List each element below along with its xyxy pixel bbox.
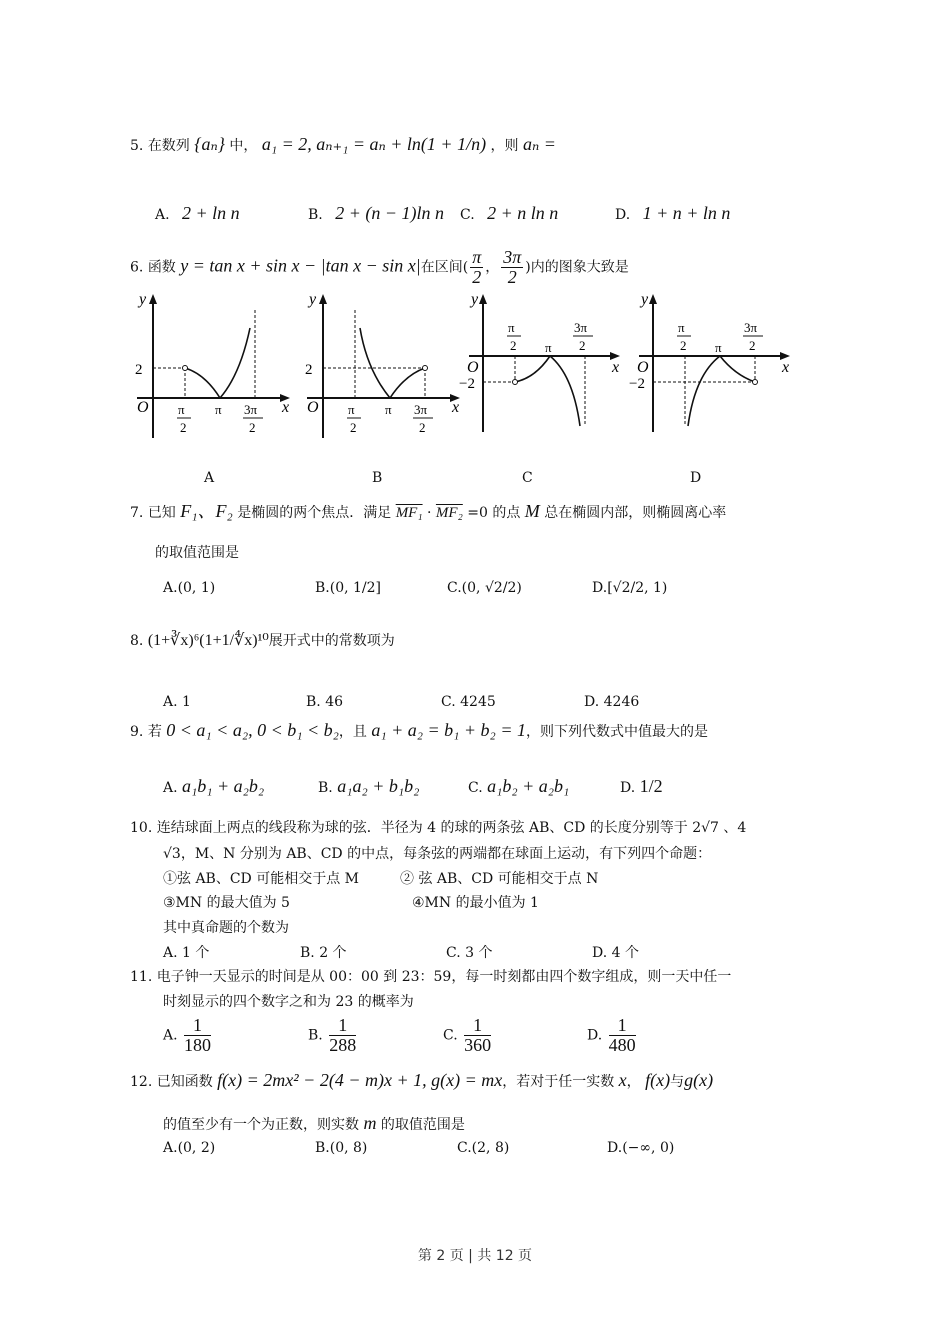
option-text: 46: [325, 694, 344, 710]
q7-mid3: 总在椭圆内部，则椭圆离心率: [544, 505, 727, 521]
q12-fx: f(x): [645, 1070, 671, 1090]
q5-option-b[interactable]: [308, 203, 444, 224]
axis-x-label: x: [782, 359, 790, 376]
q7-mid1: 是椭圆的两个焦点．满足: [237, 505, 392, 521]
option-text: (0, 2): [177, 1140, 216, 1156]
q7-prefix: 已知: [147, 505, 176, 521]
q8-option-c[interactable]: [441, 694, 496, 710]
q5-option-a[interactable]: [155, 203, 240, 224]
axis-x-label: x: [282, 399, 290, 416]
option-label: C.: [446, 945, 461, 961]
option-text: 2 个: [319, 945, 347, 961]
option-text: 4 个: [611, 945, 639, 961]
q12-line2-suffix: 的取值范围是: [380, 1117, 465, 1133]
q8-option-d[interactable]: [584, 694, 639, 710]
q7-point: M: [524, 501, 540, 521]
q8-option-b[interactable]: [306, 694, 343, 710]
q12-line1: [130, 1070, 713, 1091]
option-label: B.: [300, 945, 315, 961]
q9-prefix: 若: [147, 724, 162, 740]
q11-option-d[interactable]: [587, 1016, 638, 1055]
option-text: a₁a₂ + b₁b₂: [337, 776, 420, 796]
q7-mid2: =0 的点: [467, 505, 521, 521]
q9-suffix: ，则下列代数式中值最大的是: [525, 724, 708, 740]
option-label: B.: [318, 780, 333, 796]
q10-option-c[interactable]: [446, 942, 492, 962]
y-tick-label: 2: [305, 362, 313, 378]
option-text: (−∞, 0): [622, 1140, 675, 1156]
q7-number: 7.: [130, 505, 144, 521]
q6-interval-a: $\frac{\pi}{2}$: [472, 247, 482, 287]
q5-prefix: 在数列: [147, 138, 190, 154]
option-text: 2 + n ln n: [487, 203, 559, 223]
q5-option-d[interactable]: [615, 203, 730, 224]
y-tick-label: −2: [459, 376, 475, 392]
q7-dot: ·: [427, 505, 432, 521]
axis-y-label: y: [309, 291, 317, 308]
svg-text:2: 2: [419, 420, 426, 435]
q12-gx: g(x): [684, 1070, 714, 1090]
option-text: a₁b₂ + a₂b₁: [487, 776, 570, 796]
axis-y-label: y: [139, 291, 147, 308]
svg-text:2: 2: [680, 338, 687, 353]
q9-option-d[interactable]: [620, 776, 663, 797]
option-text: (0, 1/2]: [329, 580, 382, 596]
option-text: 4245: [460, 694, 496, 710]
option-label: A.: [163, 1027, 178, 1044]
svg-text:2: 2: [249, 420, 256, 435]
option-label: A.: [163, 945, 178, 961]
graph-a-label[interactable]: A: [204, 470, 215, 486]
svg-text:π: π: [215, 402, 222, 417]
option-label: B.: [308, 1027, 323, 1044]
svg-text:π: π: [545, 340, 552, 355]
q8-stem: [130, 630, 395, 650]
q9-condition-1: 0 < a₁ < a₂, 0 < b₁ < b₂: [166, 720, 339, 740]
q9-stem: [130, 720, 708, 741]
q6-prefix: 函数: [147, 259, 176, 276]
q11-line2: 时刻显示的四个数字之和为 23 的概率为: [163, 994, 414, 1010]
graph-b-label[interactable]: B: [372, 470, 383, 486]
q5-stem: [130, 134, 556, 155]
origin-label: O: [307, 399, 319, 416]
q5-sequence: {aₙ}: [194, 134, 225, 154]
q11-option-b[interactable]: [308, 1016, 358, 1055]
q8-number: 8.: [130, 633, 144, 649]
q10-prop-3: ③MN 的最大值为 5: [163, 895, 290, 911]
q9-condition-2: a₁ + a₂ = b₁ + b₂ = 1: [371, 720, 526, 740]
q5-option-c[interactable]: [460, 203, 558, 224]
q10-option-b[interactable]: [300, 942, 347, 962]
q7-option-c[interactable]: [447, 580, 522, 596]
svg-text:π: π: [508, 320, 515, 335]
option-text: 1 + n + ln n: [642, 203, 731, 223]
option-fraction: $\frac{1}{480}$: [608, 1015, 636, 1055]
q12-prefix: 已知函数: [156, 1074, 213, 1090]
q12-mid: ，若对于任一实数: [502, 1074, 615, 1090]
q11-option-c[interactable]: [443, 1016, 493, 1055]
graph-d-label[interactable]: D: [690, 470, 702, 486]
q9-option-b[interactable]: [318, 776, 419, 797]
q12-var-m: m: [363, 1113, 377, 1133]
option-text: 1 个: [182, 945, 210, 961]
q9-option-a[interactable]: [163, 776, 264, 797]
svg-text:2: 2: [579, 338, 586, 353]
q10-option-a[interactable]: [163, 942, 209, 962]
svg-text:3π: 3π: [244, 402, 258, 417]
q12-number: 12.: [130, 1074, 153, 1090]
q5-number: 5.: [130, 138, 144, 154]
svg-text:π: π: [678, 320, 685, 335]
option-text: a₁b₁ + a₂b₂: [182, 776, 265, 796]
option-label: D.: [587, 1027, 603, 1044]
option-text: (0, √2/2): [461, 580, 522, 596]
option-label: C.: [441, 694, 456, 710]
q12-comma: ，: [626, 1074, 641, 1090]
q6-interval-b: $\frac{3\pi}{2}$: [503, 247, 522, 287]
q11-text-1: 电子钟一天显示的时间是从 00：00 到 23：59，每一时刻都由四个数字组成，则一天中任一: [156, 969, 732, 985]
option-text: 2 + (n − 1)ln n: [335, 203, 444, 223]
option-label: C.: [457, 1140, 472, 1156]
option-label: A.: [163, 580, 178, 596]
q12-option-b[interactable]: [315, 1140, 367, 1156]
q12-line2-prefix: 的值至少有一个为正数，则实数: [163, 1117, 359, 1133]
axis-x-label: x: [452, 399, 460, 416]
option-label: A.: [163, 780, 178, 796]
graph-a: [125, 290, 295, 440]
option-label: A.: [155, 207, 170, 223]
q5-suffix: ，则: [490, 138, 519, 154]
q8-formula: (1+∛x)⁶(1+1/∜x)¹⁰: [147, 632, 269, 649]
svg-text:3π: 3π: [414, 402, 428, 417]
svg-text:3π: 3π: [744, 320, 758, 335]
q6-stem: 6. 函数 y = tan x + sin x − |tan x − sin x|在区间( $\frac{\pi}{2}$ ， $\frac{3\pi}{2}$ )内的图象大致是: [130, 247, 629, 287]
q11-line1: [130, 966, 731, 986]
axis-x-label: x: [612, 359, 620, 376]
svg-text:π: π: [178, 402, 185, 417]
q10-prop-2: ② 弦 AB、CD 可能相交于点 N: [400, 871, 599, 887]
q9-option-c[interactable]: [468, 776, 569, 797]
option-text: (2, 8): [471, 1140, 510, 1156]
q7-line2: 的取值范围是: [155, 545, 239, 561]
q12-option-d[interactable]: [607, 1140, 674, 1156]
origin-label: O: [637, 359, 649, 376]
option-label: D.: [592, 945, 608, 961]
q5-mid: 中，: [229, 138, 258, 154]
option-label: B.: [315, 1140, 330, 1156]
option-text: [√2/2, 1): [607, 580, 668, 596]
q12-option-a[interactable]: [163, 1140, 215, 1156]
svg-text:2: 2: [180, 420, 187, 435]
q10-question: 其中真命题的个数为: [163, 920, 289, 936]
svg-text:3π: 3π: [574, 320, 588, 335]
option-text: 1/2: [639, 776, 663, 796]
q5-formula: a₁ = 2, aₙ₊₁ = aₙ + ln(1 + 1/n): [261, 134, 487, 154]
q12-option-c[interactable]: [457, 1140, 509, 1156]
svg-text:2: 2: [510, 338, 517, 353]
q10-prop-4: ④MN 的最小值为 1: [412, 895, 539, 911]
q10-number: 10.: [130, 820, 153, 836]
svg-text:π: π: [715, 340, 722, 355]
q6-number: 6.: [130, 259, 144, 276]
q12-var-x: x: [618, 1070, 627, 1090]
svg-text:2: 2: [350, 420, 357, 435]
q9-number: 9.: [130, 724, 144, 740]
option-text: 4246: [603, 694, 640, 710]
y-tick-label: 2: [135, 362, 143, 378]
q10-line1: [130, 817, 746, 837]
option-label: A.: [163, 694, 178, 710]
q7-stem: [130, 497, 726, 523]
option-text: (0, 1): [177, 580, 216, 596]
option-fraction: $\frac{1}{180}$: [184, 1015, 212, 1055]
q8-suffix: 展开式中的常数项为: [268, 633, 395, 649]
q7-vector-mf1: MF₁: [395, 505, 423, 521]
q6-formula: y = tan x + sin x − |tan x − sin x|: [180, 255, 421, 276]
q11-option-a[interactable]: [163, 1016, 213, 1055]
q10-text-1: 连结球面上两点的线段称为球的弦．半径为 4 的球的两条弦 AB、CD 的长度分别等于 2√7 、4: [156, 820, 747, 836]
origin-label: O: [467, 359, 479, 376]
q11-number: 11.: [130, 969, 153, 985]
option-label: C.: [447, 580, 462, 596]
svg-text:2: 2: [749, 338, 756, 353]
q7-option-d[interactable]: [592, 580, 667, 596]
q7-vector-mf2: MF₂: [435, 505, 463, 521]
option-label: D.: [592, 580, 608, 596]
option-label: D.: [584, 694, 600, 710]
y-tick-label: −2: [629, 376, 645, 392]
q9-mid: ，且: [338, 724, 367, 740]
graph-d: [625, 290, 795, 440]
graph-b: [295, 290, 465, 440]
q12-line2: [163, 1113, 465, 1134]
option-label: A.: [163, 1140, 178, 1156]
q10-line2: √3，M、N 分别为 AB、CD 的中点，每条弦的两端都在球面上运动，有下列四个命题：: [163, 846, 712, 862]
graph-c-label[interactable]: C: [522, 470, 533, 486]
option-label: C.: [443, 1027, 458, 1044]
svg-text:π: π: [348, 402, 355, 417]
q6-mid: 在区间(: [420, 259, 469, 276]
option-label: B.: [308, 207, 323, 223]
axis-y-label: y: [471, 291, 479, 308]
option-text: 3 个: [465, 945, 493, 961]
option-text: 1: [182, 694, 191, 710]
option-fraction: $\frac{1}{288}$: [329, 1015, 357, 1055]
q7-option-b[interactable]: [315, 580, 381, 596]
option-fraction: $\frac{1}{360}$: [464, 1015, 492, 1055]
option-label: B.: [315, 580, 330, 596]
option-label: C.: [468, 780, 483, 796]
option-text: (0, 8): [329, 1140, 368, 1156]
graph-c: [455, 290, 625, 440]
svg-text:π: π: [385, 402, 392, 417]
option-label: B.: [306, 694, 321, 710]
q10-prop-1: ①弦 AB、CD 可能相交于点 M: [163, 871, 360, 887]
option-label: D.: [615, 207, 631, 223]
origin-label: O: [137, 399, 149, 416]
option-label: D.: [607, 1140, 623, 1156]
option-text: 2 + ln n: [182, 203, 240, 223]
q7-foci: F₁、F₂: [180, 501, 233, 521]
option-label: C.: [460, 207, 475, 223]
q6-suffix: )内的图象大致是: [525, 259, 629, 276]
q8-option-a[interactable]: [163, 694, 191, 710]
option-label: D.: [620, 780, 636, 796]
page-footer: 第 2 页 | 共 12 页: [417, 1248, 533, 1264]
q7-option-a[interactable]: [163, 580, 215, 596]
q12-formula: f(x) = 2mx² − 2(4 − m)x + 1, g(x) = mx: [217, 1070, 503, 1090]
q5-target: aₙ =: [522, 134, 556, 154]
q12-and: 与: [670, 1074, 685, 1090]
q10-option-d[interactable]: [592, 942, 639, 962]
axis-y-label: y: [641, 291, 649, 308]
